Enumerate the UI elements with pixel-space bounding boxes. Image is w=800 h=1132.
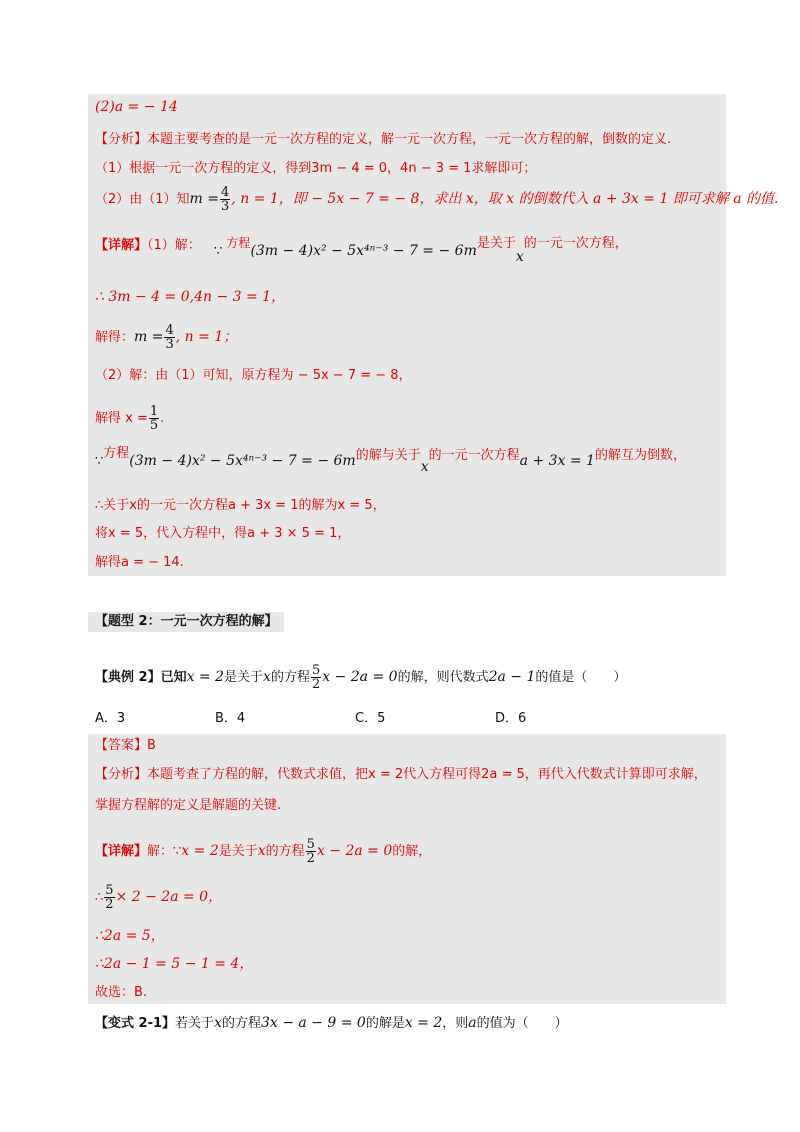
since-2-line <box>95 446 686 475</box>
analysis-2-line-2: 掌握方程解的定义是解题的关键. <box>95 798 282 813</box>
detail-2-label: 【详解】 <box>95 844 148 859</box>
example-2-frac <box>311 664 321 691</box>
variant-eq2: x = 2 <box>404 1015 443 1031</box>
since-symbol: ∵ <box>214 244 223 259</box>
calc-1-frac <box>104 884 114 911</box>
choice-c-value: 5 <box>377 711 386 726</box>
detail-2-eq1: x = 2 <box>181 843 219 859</box>
section-heading: 【题型 2：一元一次方程的解】 <box>95 614 278 629</box>
solve-x-den: 5 <box>149 418 159 433</box>
example-2 <box>95 664 626 691</box>
detail-2-den: 2 <box>306 851 315 866</box>
choice-c-label: C． <box>355 711 378 726</box>
detail-2-num: 5 <box>306 837 315 852</box>
detail-2-eq2: x − 2a = 0 <box>316 843 393 859</box>
calc-1-num: 5 <box>105 883 114 898</box>
step-2-frac <box>220 186 230 213</box>
calc-line-3: ∴2a − 1 = 5 − 1 = 4， <box>95 956 254 972</box>
example-2-x: x <box>263 669 271 685</box>
variant-pre: 若关于 <box>175 1016 215 1031</box>
calc-1-post: × 2 − 2a = 0， <box>115 889 223 905</box>
therefore-line: ∴ 3m − 4 = 0,4n − 3 = 1， <box>95 289 286 305</box>
solve-m-line <box>95 324 237 351</box>
conclusion-line: 故选：B. <box>95 985 148 1000</box>
variant-mid2: 的解是 <box>365 1016 405 1031</box>
line-a: ∴关于x的一元一次方程a + 3x = 1的解为x = 5， <box>95 498 386 513</box>
calc-1-den: 2 <box>105 897 114 912</box>
detail-2-post: 的解， <box>392 844 432 859</box>
variant-label: 【变式 2-1】 <box>95 1016 176 1031</box>
example-2-mid2: 的方程 <box>270 670 310 685</box>
detail-1-equation <box>214 236 628 265</box>
detail-1-post1: 是关于 <box>476 236 516 251</box>
solve-frac-den: 3 <box>165 337 174 352</box>
detail-2-mid: 是关于 <box>218 844 258 859</box>
example-2-eq2: x − 2a = 0 <box>322 669 398 685</box>
choice-d-value: 6 <box>518 711 527 726</box>
step-1: （1）根据一元一次方程的定义，得到3m − 4 = 0，4n − 3 = 1求解即可； <box>95 161 537 176</box>
solve-x-num: 1 <box>149 404 159 419</box>
answer-part2: (2)a = − 14 <box>95 99 178 115</box>
detail-1-x: x <box>515 249 524 265</box>
variant-post: 的值为（ ） <box>476 1016 568 1031</box>
variant-2-1 <box>95 1014 568 1033</box>
choice-a-label: A． <box>95 711 117 726</box>
line-c: 解得a = − 14. <box>95 555 184 570</box>
solve-frac <box>164 324 174 351</box>
calc-line-1 <box>95 884 222 911</box>
solve-frac-num: 4 <box>165 323 174 338</box>
solve-post: , n = 1； <box>175 329 238 345</box>
solve-x-post: . <box>160 411 165 426</box>
analysis-line: 【分析】本题主要考查的是一元一次方程的定义，解一元一次方程，一元一次方程的解，倒数的定义. <box>95 132 672 147</box>
detail-1-label: 【详解】 <box>95 238 148 253</box>
example-2-frac-num: 5 <box>311 663 321 678</box>
analysis-2-line-1: 【分析】本题考查了方程的解，代数式求值，把x = 2代入方程可得2a = 5，再代入代数式计算即可求解， <box>95 767 707 782</box>
example-2-mid1: 是关于 <box>224 670 264 685</box>
step-2 <box>95 186 779 213</box>
since-2-word: 方程 <box>103 446 130 461</box>
solve-x-frac <box>149 405 159 432</box>
step-2-pre: （2）由（1）知 <box>95 192 190 207</box>
step-2-frac-num: 4 <box>221 185 230 200</box>
detail-1-word: 方程 <box>226 236 251 250</box>
calc-1-sym: ∴ <box>95 890 104 905</box>
variant-mid3: ，则 <box>442 1016 469 1031</box>
part-2-line: （2）解：由（1）可知，原方程为 − 5x − 7 = − 8， <box>95 368 412 383</box>
choice-c <box>355 707 385 726</box>
example-2-eq3: 2a − 1 <box>488 669 536 685</box>
choice-a-value: 3 <box>116 711 126 726</box>
detail-2-pre: 解：∵ <box>147 844 182 859</box>
step-2-m: m = <box>189 191 220 207</box>
since-2-symbol: ∵ <box>95 454 104 469</box>
choice-d-label: D． <box>495 711 519 726</box>
variant-eq: 3x − a − 9 = 0 <box>260 1015 366 1031</box>
since-2-x: x <box>420 459 429 475</box>
variant-a: a <box>468 1015 477 1031</box>
example-2-frac-den: 2 <box>311 677 321 692</box>
detail-2-mid2: 的方程 <box>265 844 305 859</box>
choice-d <box>495 707 526 726</box>
example-2-mid3: 的解，则代数式 <box>397 670 489 685</box>
example-2-pre: 【典例 2】已知 <box>95 670 187 685</box>
variant-mid: 的方程 <box>221 1016 261 1031</box>
choice-b-label: B． <box>215 711 237 726</box>
detail-1-post2: 的一元一次方程， <box>523 236 628 251</box>
since-2-eq2: a + 3x = 1 <box>519 453 595 469</box>
example-2-eq1: x = 2 <box>186 669 225 685</box>
choice-b <box>215 707 245 726</box>
step-2-post: , n = 1，即 − 5x − 7 = − 8，求出 x，取 x 的倒数代入 a + 3x = 1 即可求解 a 的值. <box>231 191 779 207</box>
detail-2-x: x <box>257 843 266 859</box>
detail-1-eq: (3m − 4)x² − 5x⁴ⁿ⁻³ − 7 = − 6m <box>250 243 477 259</box>
choice-a <box>95 707 125 726</box>
solve-pre: 解得： <box>95 330 135 345</box>
example-2-post: 的值是（ ） <box>535 670 627 685</box>
solve-x-pre: 解得 x = <box>95 411 148 426</box>
since-2-post: 的解互为倒数， <box>594 448 686 463</box>
since-2-mid2: 的一元一次方程 <box>428 448 520 463</box>
detail-2-line <box>95 838 431 865</box>
variant-x: x <box>214 1015 222 1031</box>
since-2-eq: (3m − 4)x² − 5x⁴ⁿ⁻³ − 7 = − 6m <box>129 453 356 469</box>
choice-b-value: 4 <box>236 711 246 726</box>
detail-2-frac <box>306 838 316 865</box>
detail-1 <box>95 237 201 255</box>
solve-x-line <box>95 405 164 432</box>
step-2-frac-den: 3 <box>221 199 230 214</box>
answer-line: 【答案】B <box>95 738 156 753</box>
line-b: 将x = 5，代入方程中，得a + 3 × 5 = 1， <box>95 526 351 541</box>
solve-m: m = <box>134 329 164 345</box>
since-2-mid: 的解与关于 <box>355 448 421 463</box>
calc-line-2: ∴2a = 5， <box>95 928 165 944</box>
detail-1-text: （1）解： <box>147 238 201 253</box>
